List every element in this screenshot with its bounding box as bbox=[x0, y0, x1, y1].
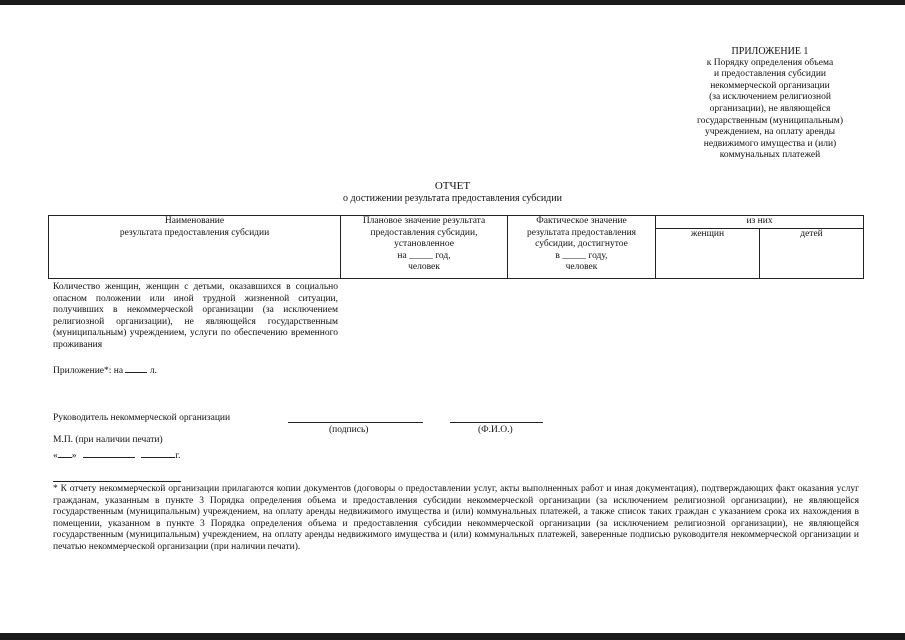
header-text: на _____ год, bbox=[397, 250, 451, 261]
table-header-row bbox=[49, 216, 864, 229]
appendix-line: учреждением, на оплату аренды bbox=[704, 127, 836, 138]
signature-line bbox=[288, 422, 423, 423]
header-women: женщин bbox=[656, 228, 760, 278]
header-text: предоставления субсидии, bbox=[370, 227, 478, 238]
header-text: Фактическое значение bbox=[536, 216, 627, 226]
appendix-line: государственным (муниципальным) bbox=[696, 115, 843, 126]
attachment-prefix: Приложение*: на bbox=[53, 366, 124, 376]
stamp-label: М.П. (при наличии печати) bbox=[53, 435, 163, 445]
appendix-line: к Порядку определения объема bbox=[706, 57, 834, 68]
report-subtitle: о достижении результата предоставления субсидии bbox=[343, 193, 562, 204]
scan-top-edge bbox=[0, 0, 905, 5]
report-table bbox=[48, 215, 864, 279]
signature-caption: (подпись) bbox=[329, 425, 369, 435]
date-day-blank bbox=[58, 449, 72, 458]
appendix-block bbox=[680, 46, 860, 162]
header-children: детей bbox=[760, 228, 864, 278]
header-planned-value bbox=[341, 216, 508, 279]
date-line bbox=[53, 449, 180, 461]
appendix-line: коммунальных платежей bbox=[719, 150, 821, 161]
footnote-rule bbox=[53, 481, 181, 482]
header-text: в _____ году, bbox=[555, 250, 608, 261]
footnote-text: * К отчету некоммерческой организации прилагаются копии документов (договоры о предоставлении услуг, акты выполненных работ и иная документация), подтверждающих факт оказания услуг гражданам, указанным в пункте 3 Порядка определения объема и предоставления субсидии некоммерческой организации (за исключением религиозной организации), не являющейся государственным (муниципальным) учреждением, на оплату аренды недвижимого имущества и (или) коммунальных платежей, а также список таких граждан с указанием срока их нахождения в помещении, указанном в пункте 3 Порядка определения объема и предоставления субсидии некоммерческой организации (за исключением религиозной организации), не являющейся государственным (муниципальным) учреждением, на оплату аренды недвижимого имущества и (или) коммунальных платежей, заверенные подписью руководителя некоммерческой организации и печатью некоммерческой организации (при наличии печати). bbox=[53, 484, 859, 552]
header-text: Плановое значение результата bbox=[362, 216, 486, 226]
header-text: Наименование bbox=[164, 216, 225, 226]
date-month-blank bbox=[83, 449, 135, 458]
header-text: субсидии, достигнутое bbox=[535, 239, 628, 250]
attachment-blank bbox=[125, 364, 147, 373]
name-caption: (Ф.И.О.) bbox=[478, 425, 513, 435]
header-result-name bbox=[49, 216, 341, 279]
attachment-suffix: л. bbox=[149, 366, 157, 376]
date-close-quote: » bbox=[71, 451, 77, 461]
date-suffix: г. bbox=[175, 451, 181, 461]
header-text: результата предоставления bbox=[526, 227, 637, 238]
appendix-line: некоммерческой организации bbox=[710, 80, 830, 91]
date-open-quote: « bbox=[53, 451, 58, 461]
head-label: Руководитель некоммерческой организации bbox=[53, 413, 231, 423]
appendix-line: недвижимого имущества и (или) bbox=[703, 138, 837, 149]
header-actual-value bbox=[508, 216, 656, 279]
scan-bottom-edge bbox=[0, 633, 905, 640]
header-of-them: из них bbox=[656, 216, 864, 229]
name-line bbox=[450, 422, 543, 423]
header-text: человек bbox=[565, 262, 598, 273]
appendix-line: организации), не являющейся bbox=[709, 103, 831, 114]
appendix-line: и предоставления субсидии bbox=[714, 69, 826, 80]
date-year-blank bbox=[141, 449, 175, 458]
appendix-line: (за исключением религиозной bbox=[709, 92, 831, 103]
indicator-text: Количество женщин, женщин с детьми, оказавшихся в социально опасном положении или иной трудной жизненной ситуации, получивших в некоммерческой организации (за исключением религиозной организации), не являющейся государственным (муниципальным) учреждением, услуги по обеспечению временного проживания bbox=[53, 282, 338, 350]
appendix-heading: ПРИЛОЖЕНИЕ 1 bbox=[731, 46, 809, 57]
attachment-line bbox=[53, 364, 157, 376]
report-title: ОТЧЕТ bbox=[434, 180, 471, 192]
header-text: установленное bbox=[394, 239, 454, 250]
header-text: человек bbox=[408, 262, 440, 273]
header-text: результата предоставления субсидии bbox=[119, 227, 270, 238]
